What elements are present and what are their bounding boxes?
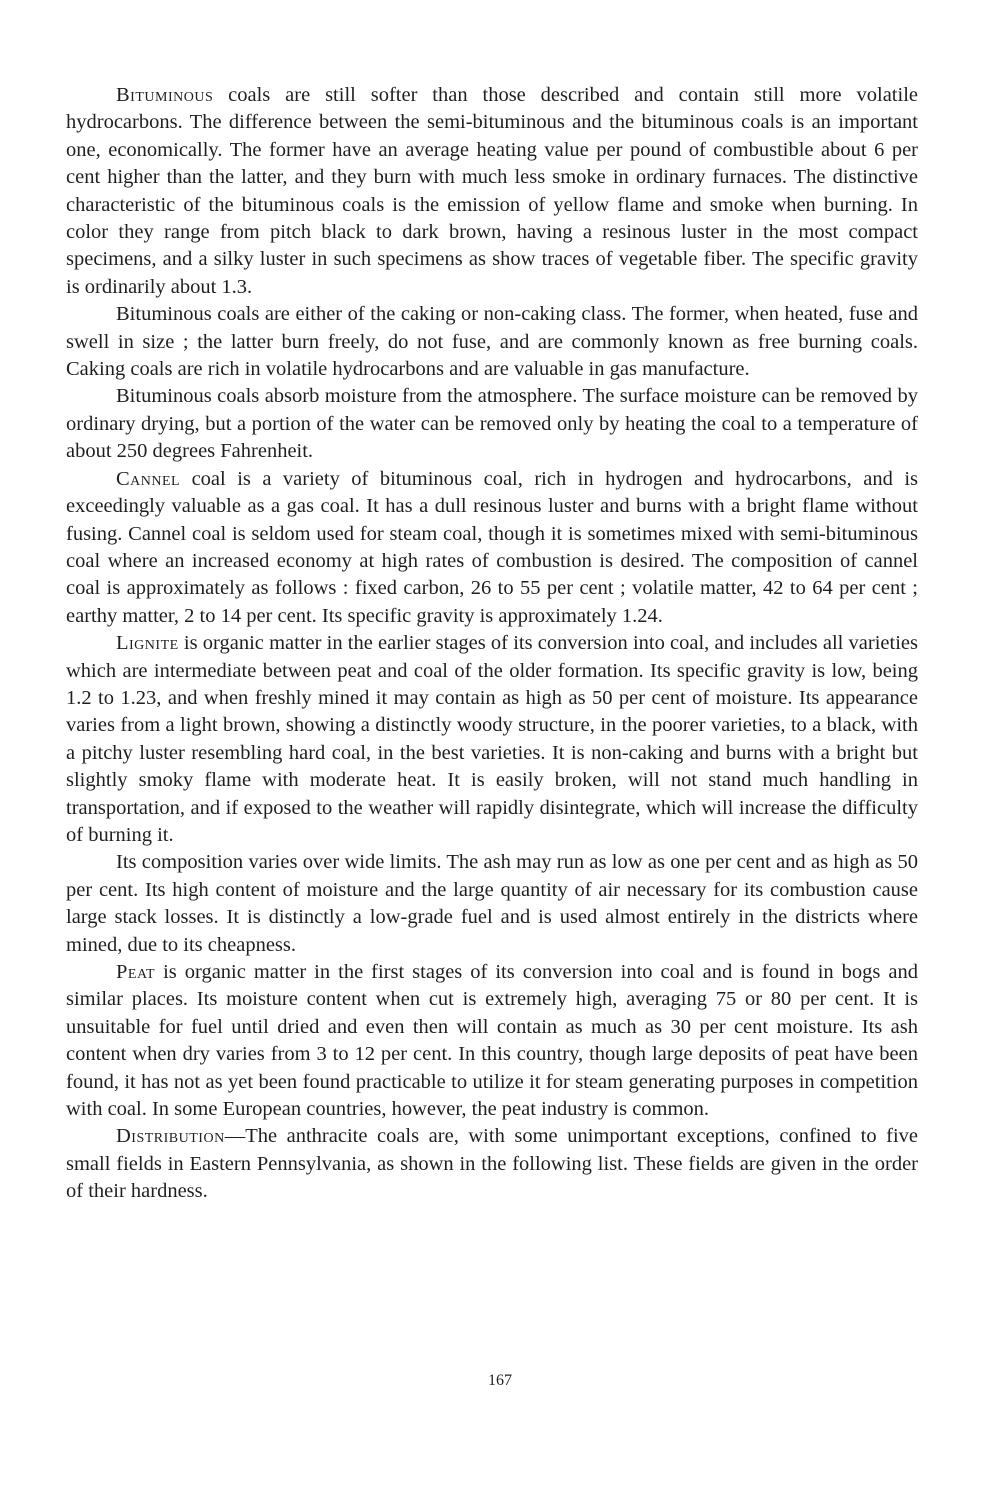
paragraph-moisture: [66, 383, 918, 465]
lead-term: Distribution: [116, 1125, 225, 1148]
paragraph-text: coals are still softer than those described and contain still more volatile hydrocarbons. The difference between the semi-bituminous and the bituminous coals is an important one, economically. The former have an average heating value per pound of combustible about 6 per cent higher than the latter, and they burn with much less smoke in ordinary furnaces. The distinctive characteristic of the bituminous coals is the emission of yellow flame and smoke when burning. In color they range from pitch black to dark brown, having a resinous luster in the most compact specimens, and a silky luster in such specimens as show traces of vegetable fiber. The specific gravity is ordinarily about 1.3.: [66, 84, 918, 298]
paragraph-bituminous: [66, 82, 918, 301]
paragraph-text: Bituminous coals absorb moisture from the atmosphere. The surface moisture can be removed by ordinary drying, but a portion of the water can be removed only by heating the coal to a temperature of about 250 degrees Fahrenheit.: [66, 385, 918, 463]
lead-term: Cannel: [116, 467, 181, 490]
paragraph-distribution: [66, 1123, 918, 1205]
paragraph-text: Its composition varies over wide limits. The ash may run as low as one per cent and as high as 50 per cent. Its high content of moisture and the large quantity of air necessary for its combustion cause large stack losses. It is distinctly a low-grade fuel and is used almost entirely in the districts where mined, due to its cheapness.: [66, 851, 918, 956]
paragraph-cannel: [66, 466, 918, 630]
paragraph-text: Bituminous coals are either of the caking or non-caking class. The former, when heated, fuse and swell in size ; the latter burn freely, do not fuse, and are commonly known as free burning coals. Caking coals are rich in volatile hydrocarbons and are valuable in gas manufacture.: [66, 303, 918, 381]
lead-term: Peat: [116, 961, 156, 983]
paragraph-text: —The anthracite coals are, with some unimportant exceptions, confined to five small fields in Eastern Pennsylvania, as shown in the following list. These fields are given in the order of their hardness.: [66, 1125, 918, 1203]
lead-term: Bituminous: [116, 84, 214, 106]
paragraph-composition: [66, 849, 918, 959]
paragraph-text: is organic matter in the earlier stages of its conversion into coal, and includes all varieties which are intermediate between peat and coal of the older formation. Its specific gravity is low, being 1.2 to 1.23, and when freshly mined it may contain as high as 50 per cent of moisture. Its appearance varies from a light brown, showing a distinctly woody structure, in the poorer varieties, to a black, with a pitchy luster resembling hard coal, in the best varieties. It is non-caking and burns with a bright but slightly smoky flame with moderate heat. It is easily broken, will not stand much handling in transportation, and if exposed to the weather will rapidly disintegrate, which will increase the difficulty of burning it.: [66, 632, 918, 846]
paragraph-caking: [66, 301, 918, 383]
paragraph-peat: [66, 959, 918, 1123]
paragraph-text: is organic matter in the first stages of its conversion into coal and is found in bogs and similar places. Its moisture content when cut is extremely high, averaging 75 or 80 per cent. It is unsuitable for fuel until dried and even then will contain as much as 30 per cent moisture. Its ash content when dry varies from 3 to 12 per cent. In this country, though large deposits of peat have been found, it has not as yet been found practicable to utilize it for steam generating purposes in competition with coal. In some European countries, however, the peat industry is common.: [66, 961, 918, 1121]
page-number: 167: [488, 1372, 512, 1389]
page-body: [66, 82, 918, 1206]
paragraph-text: coal is a variety of bituminous coal, rich in hydrogen and hydrocarbons, and is exceedingly valuable as a gas coal. It has a dull resinous luster and burns with a bright flame without fusing. Cannel coal is seldom used for steam coal, though it is sometimes mixed with semi-bituminous coal where an increased economy at high rates of combustion is desired. The composition of cannel coal is approximately as follows : fixed carbon, 26 to 55 per cent ; volatile matter, 42 to 64 per cent ; earthy matter, 2 to 14 per cent. Its specific gravity is approximately 1.24.: [66, 467, 918, 627]
paragraph-lignite: [66, 630, 918, 849]
lead-term: Lignite: [116, 632, 179, 655]
